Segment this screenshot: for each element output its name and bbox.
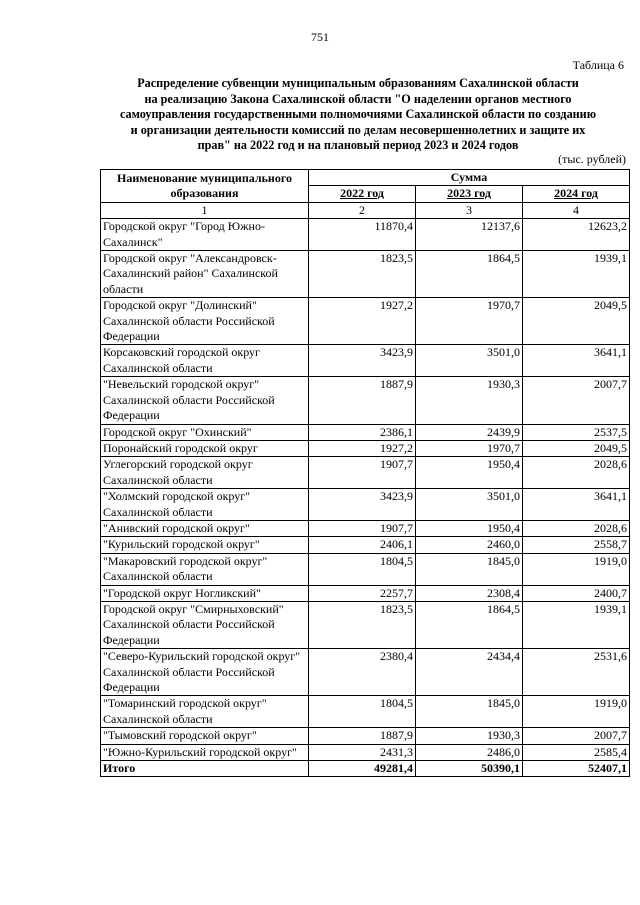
municipality-name: Городской округ "Долинский" Сахалинской области Российской Федерации: [101, 298, 309, 345]
value-2024: 2049,5: [523, 298, 630, 345]
municipality-name: "Курильский городской округ": [101, 537, 309, 553]
value-2024: 2531,6: [523, 649, 630, 696]
value-2023: 2486,0: [416, 744, 523, 760]
table-row: [101, 520, 630, 536]
table-row: [101, 424, 630, 440]
title-line: Распределение субвенции муниципальным образованиям Сахалинской области: [137, 76, 579, 90]
title-line: самоуправления государственными полномочиями Сахалинской области по созданию: [119, 107, 597, 122]
value-2023: 1845,0: [416, 553, 523, 585]
municipality-name: Корсаковский городской округ Сахалинской области: [101, 345, 309, 377]
value-2024: 2537,5: [523, 424, 630, 440]
table-row: [101, 744, 630, 760]
column-index: 4: [523, 202, 630, 218]
municipality-name: "Городской округ Ногликский": [101, 585, 309, 601]
value-2022: 1927,2: [309, 298, 416, 345]
municipality-name: "Северо-Курильский городской округ" Сахалинской области Российской Федерации: [101, 649, 309, 696]
column-index: 2: [309, 202, 416, 218]
value-2024: 3641,1: [523, 489, 630, 521]
value-2022: 1907,7: [309, 520, 416, 536]
title-line: и организации деятельности комиссий по делам несовершеннолетних и защите их: [130, 122, 586, 137]
value-2024: 1919,0: [523, 696, 630, 728]
table-row: [101, 345, 630, 377]
table-row: [101, 219, 630, 251]
municipality-name: Поронайский городской округ: [101, 440, 309, 456]
value-2022: 1887,9: [309, 377, 416, 424]
value-2024: 1939,1: [523, 251, 630, 298]
value-2024: 2028,6: [523, 457, 630, 489]
value-2024: 2049,5: [523, 440, 630, 456]
value-2024: 2585,4: [523, 744, 630, 760]
value-2023: 1950,4: [416, 520, 523, 536]
value-2022: 2380,4: [309, 649, 416, 696]
table-row: [101, 553, 630, 585]
value-2022: 1887,9: [309, 728, 416, 744]
table-row: [101, 457, 630, 489]
value-2023: 1864,5: [416, 601, 523, 648]
value-2024: 1939,1: [523, 601, 630, 648]
value-2023: 1930,3: [416, 377, 523, 424]
value-2023: 2439,9: [416, 424, 523, 440]
value-2023: 1970,7: [416, 440, 523, 456]
value-2024: 1919,0: [523, 553, 630, 585]
value-2023: 1950,4: [416, 457, 523, 489]
value-2022: 2431,3: [309, 744, 416, 760]
table-row: [101, 601, 630, 648]
municipality-name: Городской округ "Охинский": [101, 424, 309, 440]
header-name-column: Наименование муниципального образования: [101, 170, 309, 203]
value-2023: 12137,6: [416, 219, 523, 251]
table-row: [101, 728, 630, 744]
value-2024: 2007,7: [523, 728, 630, 744]
value-2022: 1804,5: [309, 696, 416, 728]
municipality-name: Городской округ "Смирныховский" Сахалинской области Российской Федерации: [101, 601, 309, 648]
column-index: 3: [416, 202, 523, 218]
municipality-name: "Южно-Курильский городской округ": [101, 744, 309, 760]
title-line: прав" на 2022 год и на плановый период 2023 и 2024 годов: [197, 138, 519, 153]
table-row: [101, 377, 630, 424]
value-2023: 1970,7: [416, 298, 523, 345]
column-index: 1: [101, 202, 309, 218]
header-sum: Сумма: [309, 170, 630, 186]
value-2024: 2028,6: [523, 520, 630, 536]
value-2023: 2460,0: [416, 537, 523, 553]
municipality-name: "Томаринский городской округ" Сахалинской области: [101, 696, 309, 728]
unit-label: (тыс. рублей): [558, 152, 626, 166]
column-index-row: [101, 202, 630, 218]
total-2023: 50390,1: [416, 761, 523, 777]
total-2022: 49281,4: [309, 761, 416, 777]
table-row: [101, 649, 630, 696]
title-line: на реализацию Закона Сахалинской области "О наделении органов местного: [144, 91, 572, 106]
value-2024: 2400,7: [523, 585, 630, 601]
municipality-name: "Тымовский городской округ": [101, 728, 309, 744]
header-year-2022: 2022 год: [309, 186, 416, 202]
value-2023: 1845,0: [416, 696, 523, 728]
table-row: [101, 440, 630, 456]
municipality-name: "Невельский городской округ" Сахалинской области Российской Федерации: [101, 377, 309, 424]
municipality-name: "Анивский городской округ": [101, 520, 309, 536]
municipality-name: "Холмский городской округ" Сахалинской области: [101, 489, 309, 521]
value-2022: 1927,2: [309, 440, 416, 456]
table-row: [101, 251, 630, 298]
municipality-name: Углегорский городской округ Сахалинской области: [101, 457, 309, 489]
value-2023: 3501,0: [416, 345, 523, 377]
value-2024: 2007,7: [523, 377, 630, 424]
value-2024: 12623,2: [523, 219, 630, 251]
table-row: [101, 489, 630, 521]
page-number: 751: [311, 30, 329, 44]
value-2023: 1864,5: [416, 251, 523, 298]
table-row: [101, 696, 630, 728]
value-2022: 1907,7: [309, 457, 416, 489]
value-2022: 2257,7: [309, 585, 416, 601]
value-2022: 1823,5: [309, 251, 416, 298]
table-caption: Таблица 6: [572, 58, 624, 72]
value-2023: 2308,4: [416, 585, 523, 601]
table-row: [101, 537, 630, 553]
table-header-row: [101, 170, 630, 186]
value-2024: 2558,7: [523, 537, 630, 553]
value-2022: 1804,5: [309, 553, 416, 585]
table-row: [101, 585, 630, 601]
table-row: [101, 298, 630, 345]
total-row: [101, 761, 630, 777]
municipality-name: Городской округ "Александровск-Сахалинский район" Сахалинской области: [101, 251, 309, 298]
value-2023: 1930,3: [416, 728, 523, 744]
value-2024: 3641,1: [523, 345, 630, 377]
value-2022: 11870,4: [309, 219, 416, 251]
header-year-2024: 2024 год: [523, 186, 630, 202]
header-year-2023: 2023 год: [416, 186, 523, 202]
value-2023: 2434,4: [416, 649, 523, 696]
total-2024: 52407,1: [523, 761, 630, 777]
value-2022: 2386,1: [309, 424, 416, 440]
value-2022: 3423,9: [309, 345, 416, 377]
municipality-name: "Макаровский городской округ" Сахалинской области: [101, 553, 309, 585]
total-label: Итого: [101, 761, 309, 777]
value-2022: 3423,9: [309, 489, 416, 521]
municipality-name: Городской округ "Город Южно-Сахалинск": [101, 219, 309, 251]
subvention-table: [100, 169, 630, 777]
value-2022: 2406,1: [309, 537, 416, 553]
value-2023: 3501,0: [416, 489, 523, 521]
value-2022: 1823,5: [309, 601, 416, 648]
document-title: [98, 76, 618, 154]
